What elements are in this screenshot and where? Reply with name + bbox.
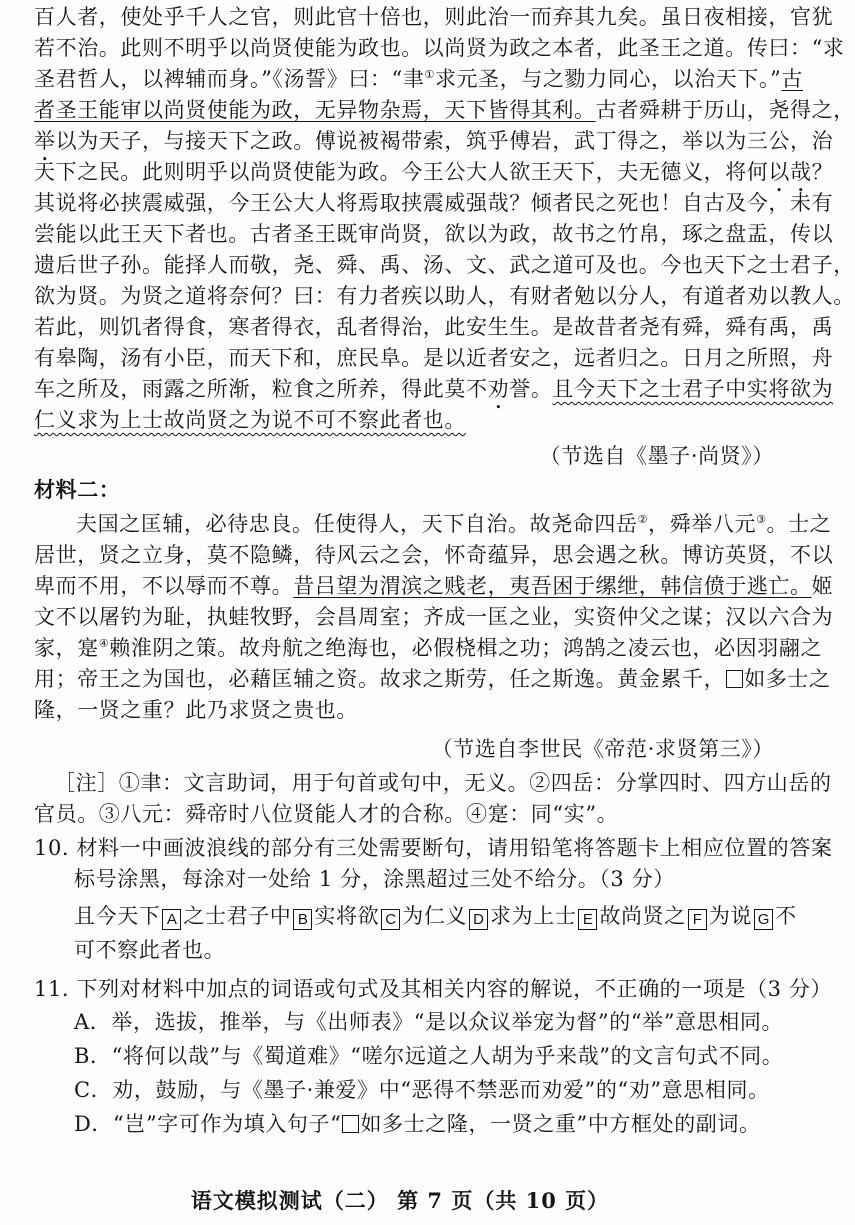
passage1-line: 百人者，使处乎千人之官，则此官十倍也，则此治一而弃其九矣。虽日夜相接，官犹 xyxy=(34,5,834,29)
passage1-source: （节选自《墨子·尚贤》） xyxy=(539,444,774,468)
passage2-heading: 材料二： xyxy=(34,477,121,502)
option-c[interactable]: C．劝，鼓励，与《墨子·兼爱》中“恶得不禁恶而劝爱”的“劝”意思相同。 xyxy=(74,1078,770,1102)
passage1-line: 若不治。此则不明乎以尚贤使能为政也。以尚贤为政之本者，此圣王之道。传曰：“求 xyxy=(34,36,845,60)
note-marker-3: ③ xyxy=(756,513,767,526)
passage2-source: （节选自李世民《帝范·求贤第三》） xyxy=(431,737,774,761)
page-footer: 语文模拟测试（二） 第 7 页（共 10 页） xyxy=(190,1188,610,1213)
passage1-line: 有皋陶，汤有小臣，而天下和，庶民阜。是以近者安之，远者归之。日月之所照，舟 xyxy=(34,346,834,370)
option-b[interactable]: B．“将何以哉”与《蜀道难》“嗟尔远道之人胡为乎来哉”的文言句式不同。 xyxy=(74,1044,784,1068)
passage2-line: 隆，一贤之重？此乃求贤之贵也。 xyxy=(34,698,358,722)
passage1-line: 尝能以此王天下者也。古者圣王既审尚贤，欲以为政，故书之竹帛，琢之盘盂，传以 xyxy=(34,222,834,246)
passage2-line: 家，寔④赖淮阴之策。故舟航之绝海也，必假桡楫之功；鸿鹄之凌云也，必因羽翮之 xyxy=(34,636,823,660)
question-10: 10. 材料一中画波浪线的部分有三处需要断句，请用铅笔将答题卡上相应位置的答案 xyxy=(34,836,833,860)
dotted-word-ju: 举 xyxy=(34,129,56,153)
passage1-line: 车之所及，雨露之所渐，粒食之所养，得此莫不劝誉。且今天下之士君子中实将欲为 xyxy=(34,377,834,401)
break-option-f[interactable]: F xyxy=(688,909,707,930)
underlined-sentence: 昔吕望为渭滨之贱老，夷吾困于缧绁，韩信偾于逃亡。 xyxy=(293,574,812,598)
break-option-d[interactable]: D xyxy=(469,909,488,930)
question-11: 11. 下列对材料中加点的词语或句式及其相关内容的解说，不正确的一项是（3 分） xyxy=(34,977,833,1001)
dotted-phrase-yizai: 以哉 xyxy=(768,160,812,184)
note-marker-2: ② xyxy=(637,513,649,526)
passage1-line: 遗后世子孙。能择人而敬，尧、舜、禹、汤、文、武之道可及也。今也天下之士君子， xyxy=(34,253,855,277)
break-option-g[interactable]: G xyxy=(754,909,773,930)
note-marker-1: ① xyxy=(424,68,435,81)
passage1-line xyxy=(34,405,774,435)
passage2-line: 文不以屠钓为耻，执蛙牧野，会昌周室；齐成一匡之业，实资仲父之谋；汉以六合为 xyxy=(34,605,834,629)
blank-box xyxy=(726,670,743,688)
question-10-line: 标号涂黑，每涂对一处给 1 分，涂黑超过三处不给分。（3 分） xyxy=(74,867,675,891)
passage2-line: 用；帝王之为国也，必藉匡辅之资。故求之斯劳，任之斯逸。黄金累千， 如多士之 xyxy=(34,667,831,691)
question-number: 11. xyxy=(34,977,70,1001)
passage2-line: 夫国之匡辅，必待忠良。任使得人，天下自治。故尧命四岳②，舜举八元③。士之 xyxy=(76,512,832,536)
break-option-c[interactable]: C xyxy=(381,909,400,930)
option-d[interactable]: D．“岂”字可作为填入句子“ 如多士之隆，一贤之重”中方框处的副词。 xyxy=(74,1112,761,1136)
passage2-line: 卑而不用，不以辱而不尊。昔吕望为渭滨之贱老，夷吾困于缧绁，韩信偾于逃亡。姬 xyxy=(34,574,834,598)
passage1-line: 若此，则饥者得食，寒者得衣，乱者得治，此安生生。是故昔者尧有舜，舜有禹，禹 xyxy=(34,315,834,339)
passage2-line: 居世，贤之立身，莫不隐鳞，待风云之会，怀奇蕴异，思会遇之秋。博访英贤，不以 xyxy=(34,543,834,567)
blank-box xyxy=(342,1115,359,1133)
passage1-line: 者圣王能审以尚贤使能为政，无异物杂焉，天下皆得其利。古者舜耕于历山，尧得之， xyxy=(34,98,855,122)
option-a[interactable]: A．举，选拔，推举，与《出师表》“是以众议举宠为督”的“举”意思相同。 xyxy=(74,1010,784,1034)
passage1-line: 其说将必挟震威强，今王公大人将焉取挟震威强哉？倾者民之死也！自古及今，未有 xyxy=(34,191,834,215)
break-option-a[interactable]: A xyxy=(162,909,181,930)
passage1-line: 圣君哲人，以裨辅而身。”《汤誓》曰：“聿①求元圣，与之勠力同心，以治天下。”古 xyxy=(34,67,803,91)
break-option-e[interactable]: E xyxy=(578,909,597,930)
question-10-options: 且今天下 A 之士君子中 B 实将欲 C 为仁义 D 求为上士 E 故尚贤之 F 为说 G 不 xyxy=(74,904,797,928)
question-number: 10. xyxy=(34,836,70,860)
underlined-sentence: 者圣王能审以尚贤使能为政，无异物杂焉，天下皆得其利。 xyxy=(34,98,596,122)
notes-line: 官员。③八元：舜帝时八位贤能人才的合称。④寔：同“实”。 xyxy=(34,802,619,826)
underlined-sentence: 古 xyxy=(781,67,803,91)
note-marker-4: ④ xyxy=(98,637,110,650)
passage1-line: 天下之民。此则明乎以尚贤使能为政。今王公大人欲王天下，夫无德义，将何以哉？ xyxy=(34,160,834,184)
passage1-line: 欲为贤。为贤之道将奈何？曰：有力者疾以助人，有财者勉以分人，有道者劝以教人。 xyxy=(34,284,855,308)
dotted-word-quan: 劝 xyxy=(487,377,510,401)
break-option-b[interactable]: B xyxy=(293,909,312,930)
wavy-underlined-sentence: 且今天下之士君子中实将欲为 xyxy=(552,377,834,401)
question-10-line: 可不察此者也。 xyxy=(74,938,226,962)
wavy-underlined-sentence: 仁义求为上士故尚贤之为说不可不察此者也。 xyxy=(34,408,466,432)
notes-line: ［注］①聿：文言助词，用于句首或句中，无义。②四岳：分掌四时、四方山岳的 xyxy=(54,771,832,795)
passage1-line: 举以为天子，与接天下之政。傅说被褐带索，筑乎傅岩，武丁得之，举以为三公，治 xyxy=(34,129,834,153)
